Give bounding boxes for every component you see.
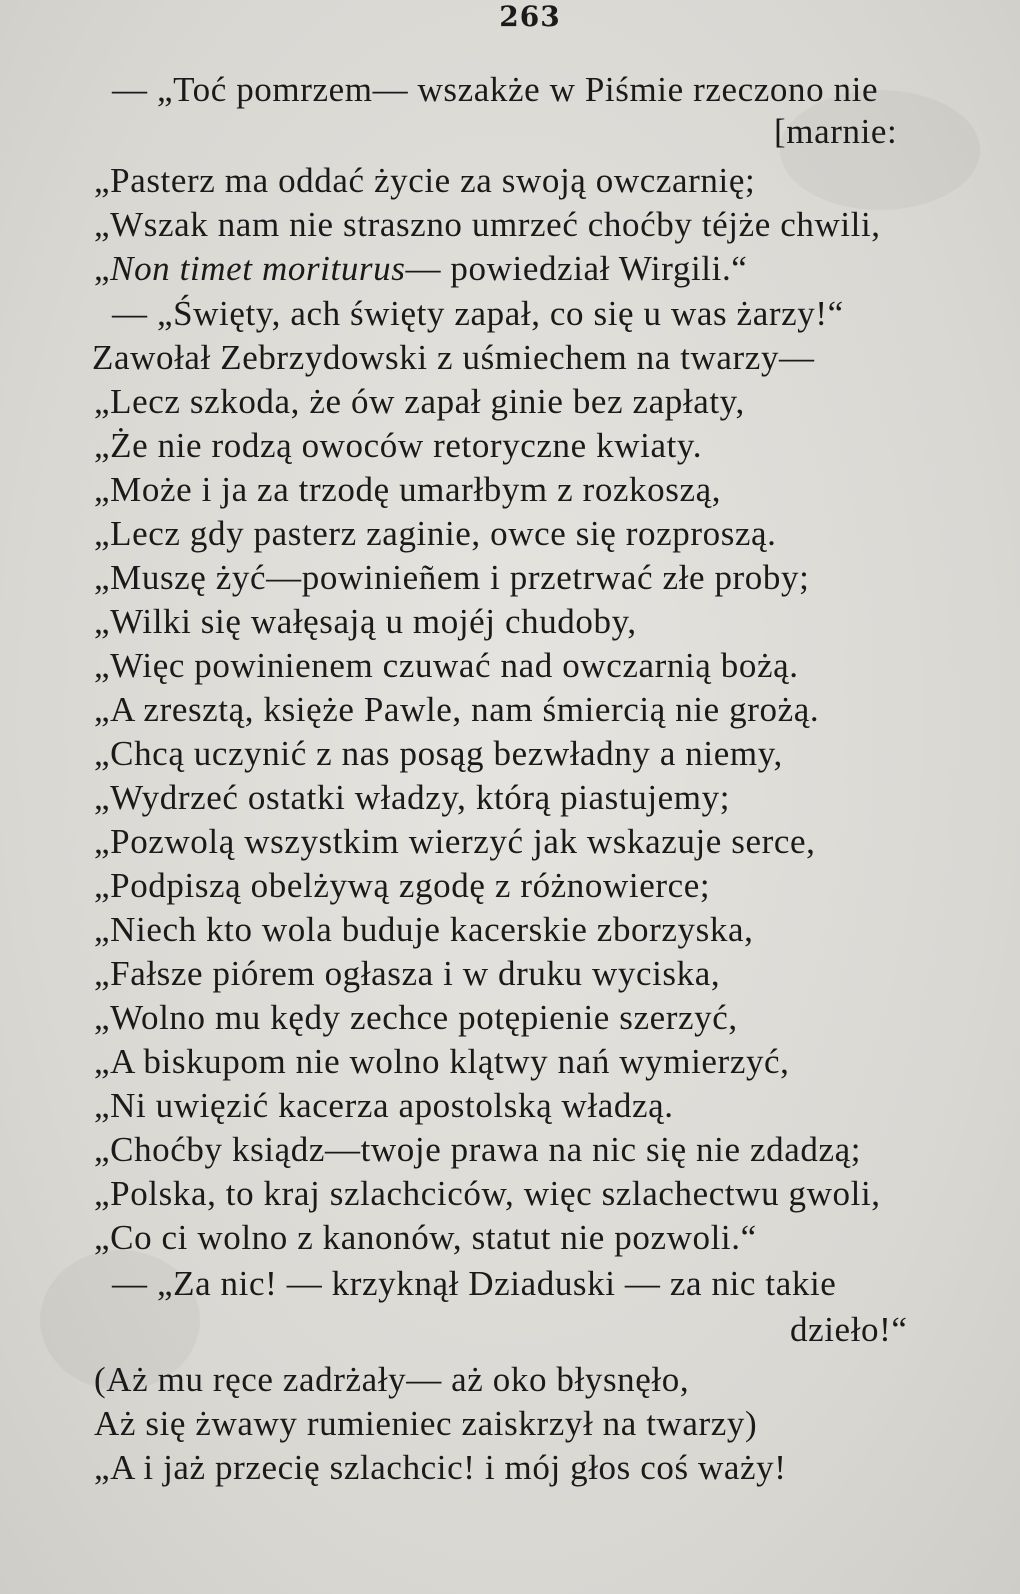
verse-line: — „Święty, ach święty zapał, co się u was żarzy!“ — [112, 294, 844, 333]
verse-line: „Pasterz ma oddać życie za swoją owczarnię; — [94, 161, 756, 200]
verse-line: „Podpiszą obelżywą zgodę z różnowierce; — [94, 866, 711, 905]
verse-line: — „Toć pomrzem— wszakże w Piśmie rzeczono nie — [112, 70, 879, 109]
verse-line: „Wilki się wałęsają u mojéj chudoby, — [94, 602, 637, 641]
verse-line-italic — [94, 251, 747, 286]
verse-line: „A biskupom nie wolno klątwy nań wymierzyć, — [94, 1042, 790, 1081]
verse-line: „Pozwolą wszystkim wierzyć jak wskazuje serce, — [94, 822, 816, 861]
verse-line: „Wszak nam nie straszno umrzeć choćby téjże chwili, — [94, 205, 881, 244]
verse-line: [marnie: — [774, 112, 898, 151]
verse-line: „Że nie rodzą owoców retoryczne kwiaty. — [94, 426, 703, 465]
verse-line: Aż się żwawy rumieniec zaiskrzył na twarzy) — [94, 1404, 758, 1443]
verse-line: — „Za nic! — krzyknął Dziaduski — za nic takie — [112, 1264, 837, 1303]
verse-line: „Lecz gdy pasterz zaginie, owce się rozproszą. — [94, 514, 777, 553]
verse-line: „Może i ja za trzodę umarłbym z rozkoszą, — [94, 470, 722, 509]
verse-line: „Chcą uczynić z nas posąg bezwładny a niemy, — [94, 734, 783, 773]
verse-line: „Muszę żyć—powinieñem i przetrwać złe proby; — [94, 558, 810, 597]
verse-line: „Choćby ksiądz—twoje prawa na nic się nie zdadzą; — [94, 1130, 862, 1169]
verse-line: (Aż mu ręce zadrżały— aż oko błysnęło, — [94, 1360, 690, 1399]
latin-quote: Non timet moriturus — [110, 249, 406, 288]
verse-line-end: — powiedział Wirgili.“ — [405, 249, 748, 288]
verse-line: „Co ci wolno z kanonów, statut nie pozwoli.“ — [94, 1218, 757, 1257]
verse-line: „Fałsze piórem ogłasza i w druku wyciska, — [94, 954, 721, 993]
verse-line: „Wydrzeć ostatki władzy, którą piastujemy; — [94, 778, 731, 817]
quote-mark: „ — [94, 249, 111, 288]
verse-line: „Ni uwięzić kacerza apostolską władzą. — [94, 1086, 674, 1125]
verse-line: „Wolno mu kędy zechce potępienie szerzyć, — [94, 998, 738, 1037]
verse-line: „Polska, to kraj szlachciców, więc szlachectwu gwoli, — [94, 1174, 881, 1213]
verse-line: „A i jaż przecię szlachcic! i mój głos coś waży! — [94, 1448, 787, 1487]
verse-line: „Lecz szkoda, że ów zapał ginie bez zapłaty, — [94, 382, 745, 421]
verse-line: „A zresztą, księże Pawle, nam śmiercią nie grożą. — [94, 690, 820, 729]
verse-line: „Więc powinienem czuwać nad owczarnią bożą. — [94, 646, 799, 685]
verse-line: dzieło!“ — [790, 1310, 908, 1349]
verse-line: Zawołał Zebrzydowski z uśmiechem na twarzy— — [92, 338, 815, 377]
verse-line: „Niech kto wola buduje kacerskie zborzyska, — [94, 910, 754, 949]
page-number: 263 — [499, 0, 561, 33]
